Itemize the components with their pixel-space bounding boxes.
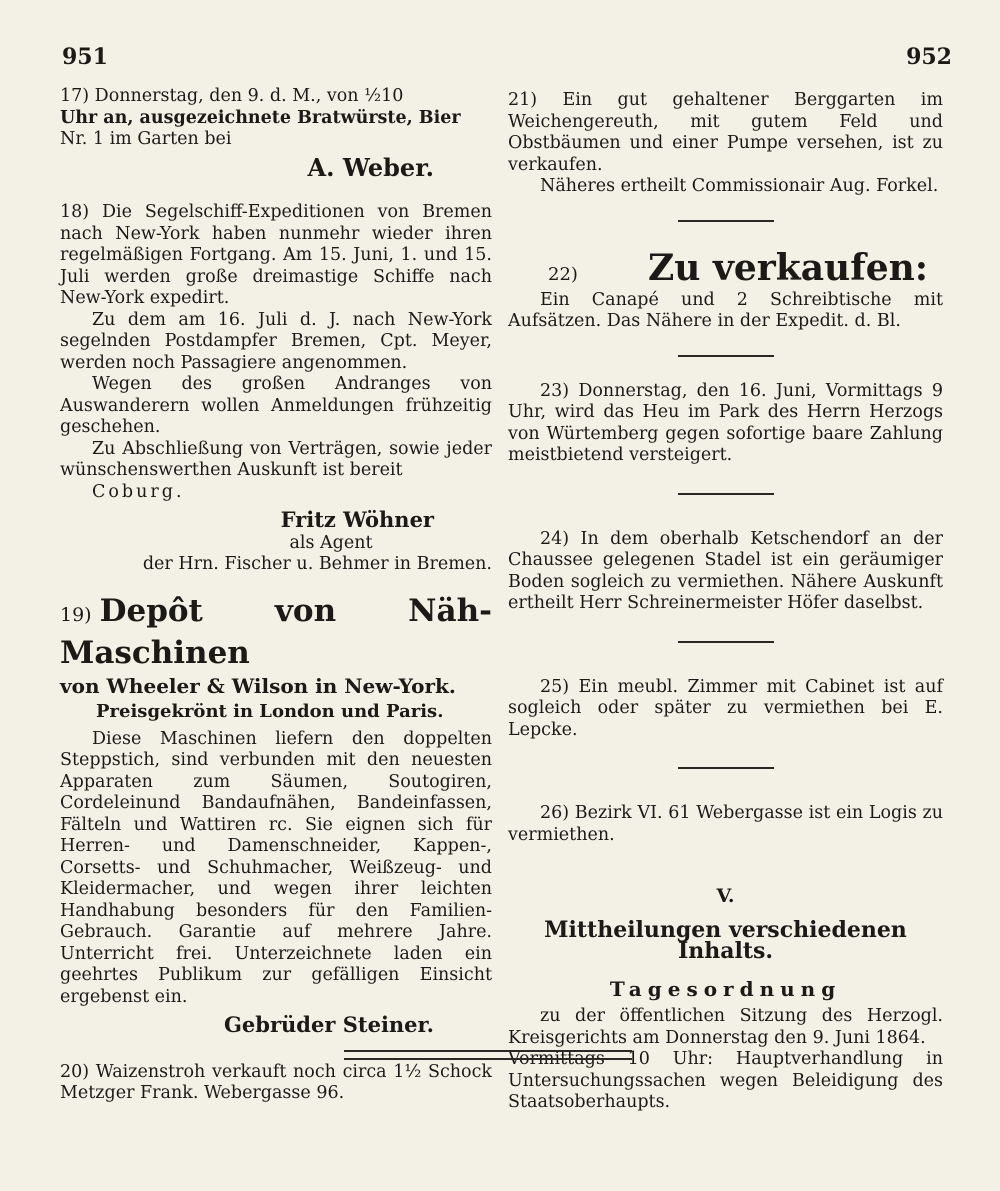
- ad-22: [508, 246, 943, 333]
- ad-17-signer: A. Weber.: [307, 152, 434, 182]
- divider-rule: [678, 767, 774, 769]
- ad-17-line2: Uhr an, ausgezeichnete Bratwürste, Bier: [60, 107, 461, 128]
- page-number-left: 951: [62, 44, 108, 70]
- ad-22-title: Zu verkaufen:: [648, 246, 929, 289]
- ad-18-place: Coburg.: [92, 481, 185, 502]
- ad-26-text: 26) Bezirk VI. 61 Webergasse ist ein Logis zu vermiethen.: [508, 803, 943, 845]
- ad-19-number: 19): [60, 603, 92, 626]
- ad-19-body: Diese Maschinen liefern den doppelten Steppstich, sind verbunden mit den neuesten Apparaten zum Säumen, Soutogiren, Cordeleinund Bandaufnähen, Bandeinfassen, Fälteln und Wattiren rc. Sie eignen sich für Herren- und Damenschneider, Kappen-, Corsetts- und Schuhmacher, Weißzeug- und Kleidermacher, und wegen ihrer leichten Handhabung besonders für den Familien-Gebrauch. Garantie auf mehrere Jahre. Unterricht frei. Unterzeichnete laden ein geehrtes Publikum zur gefälligen Einsicht ergebenst ein.: [60, 728, 492, 1007]
- ad-25: [508, 677, 943, 742]
- right-column: [508, 86, 943, 1128]
- ad-22-text: Ein Canapé und 2 Schreibtische mit Aufsätzen. Das Nähere in der Expedit. d. Bl.: [508, 289, 943, 331]
- ad-23-text: 23) Donnerstag, den 16. Juni, Vormittags 9 Uhr, wird das Heu im Park des Herrn Herzogs von Würtemberg gegen sofortige baare Zahlung meistbietend versteigert.: [508, 380, 943, 465]
- ad-24-text: 24) In dem oberhalb Ketschendorf an der Chaussee gelegenen Stadel ist ein geräumiger Boden sogleich zu vermiethen. Nähere Auskunft ertheilt Herr Schreinermeister Höfer daselbst.: [508, 528, 943, 613]
- agenda-item: Vormittags 10 Uhr: Hauptverhandlung in Untersuchungssachen wegen Beleidigung des Staatsoberhaupts.: [508, 1049, 943, 1112]
- section-number: V.: [716, 885, 735, 907]
- ad-22-heading: [508, 246, 943, 290]
- ad-17-line1: 17) Donnerstag, den 9. d. M., von ½10: [60, 86, 404, 106]
- ad-21-text: 21) Ein gut gehaltener Berggarten im Weichengereuth, mit gutem Feld und Obstbäumen und einer Pumpe versehen, ist zu verkaufen.: [508, 90, 943, 175]
- ad-21-contact: Näheres ertheilt Commissionair Aug. Forkel.: [540, 176, 939, 196]
- ad-18-role2: der Hrn. Fischer u. Behmer in Bremen.: [142, 554, 492, 574]
- ad-18-role1: als Agent: [289, 532, 373, 553]
- left-column: [60, 86, 492, 1119]
- ad-26: [508, 803, 943, 846]
- ad-20: [60, 1062, 492, 1105]
- page-number-right: 952: [906, 44, 952, 70]
- ad-19-prize: Preisgekrönt in London und Paris.: [96, 701, 444, 722]
- divider-rule: [678, 355, 774, 357]
- ad-18-signer: Fritz Wöhner: [280, 507, 434, 532]
- ad-19-title: Depôt von Näh-Maschinen: [60, 592, 492, 671]
- divider-rule: [678, 220, 774, 222]
- ad-19: [60, 592, 492, 1036]
- section-title: Mittheilungen verschiedenen Inhalts.: [544, 916, 907, 964]
- ad-18-p4: Zu Abschließung von Verträgen, sowie jeder wünschenswerthen Auskunft ist bereit: [60, 438, 492, 480]
- ad-24: [508, 529, 943, 615]
- ad-25-text: 25) Ein meubl. Zimmer mit Cabinet ist auf sogleich oder später zu vermiethen bei E. Lepcke.: [508, 676, 943, 740]
- ad-18-p3: Wegen des großen Andranges von Auswanderern wollen Anmeldungen frühzeitig geschehen.: [60, 374, 492, 437]
- agenda-intro: zu der öffentlichen Sitzung des Herzogl. Kreisgerichts am Donnerstag den 9. Juni 1864.: [508, 1006, 943, 1048]
- ad-21: [508, 90, 943, 198]
- ad-23: [508, 381, 943, 467]
- ad-17: [60, 86, 492, 182]
- ad-20-text: 20) Waizenstroh verkauft noch circa 1½ Schock Metzger Frank. Webergasse 96.: [60, 1061, 492, 1103]
- ad-18-p1: 18) Die Segelschiff-Expeditionen von Bremen nach New-York haben nunmehr wieder ihren regelmäßigen Fortgang. Am 15. Juni, 1. und 15. Juli werden große dreimastige Schiffe nach New-York expedirt.: [60, 202, 492, 308]
- ad-19-subtitle: von Wheeler & Wilson in New-York.: [60, 673, 456, 698]
- ad-22-number: 22): [548, 263, 578, 285]
- ad-17-line3: Nr. 1 im Garten bei: [60, 129, 232, 149]
- bottom-double-rule: [344, 1050, 632, 1060]
- agenda-heading: Tagesordnung: [609, 976, 842, 1001]
- divider-rule: [678, 493, 774, 495]
- ad-18: [60, 202, 492, 576]
- ad-19-title-row: [60, 592, 492, 672]
- divider-rule: [678, 641, 774, 643]
- ad-19-signer: Gebrüder Steiner.: [223, 1012, 434, 1037]
- ad-18-p2: Zu dem am 16. Juli d. J. nach New-York segelnden Postdampfer Bremen, Cpt. Meyer, werden noch Passagiere angenommen.: [60, 309, 492, 373]
